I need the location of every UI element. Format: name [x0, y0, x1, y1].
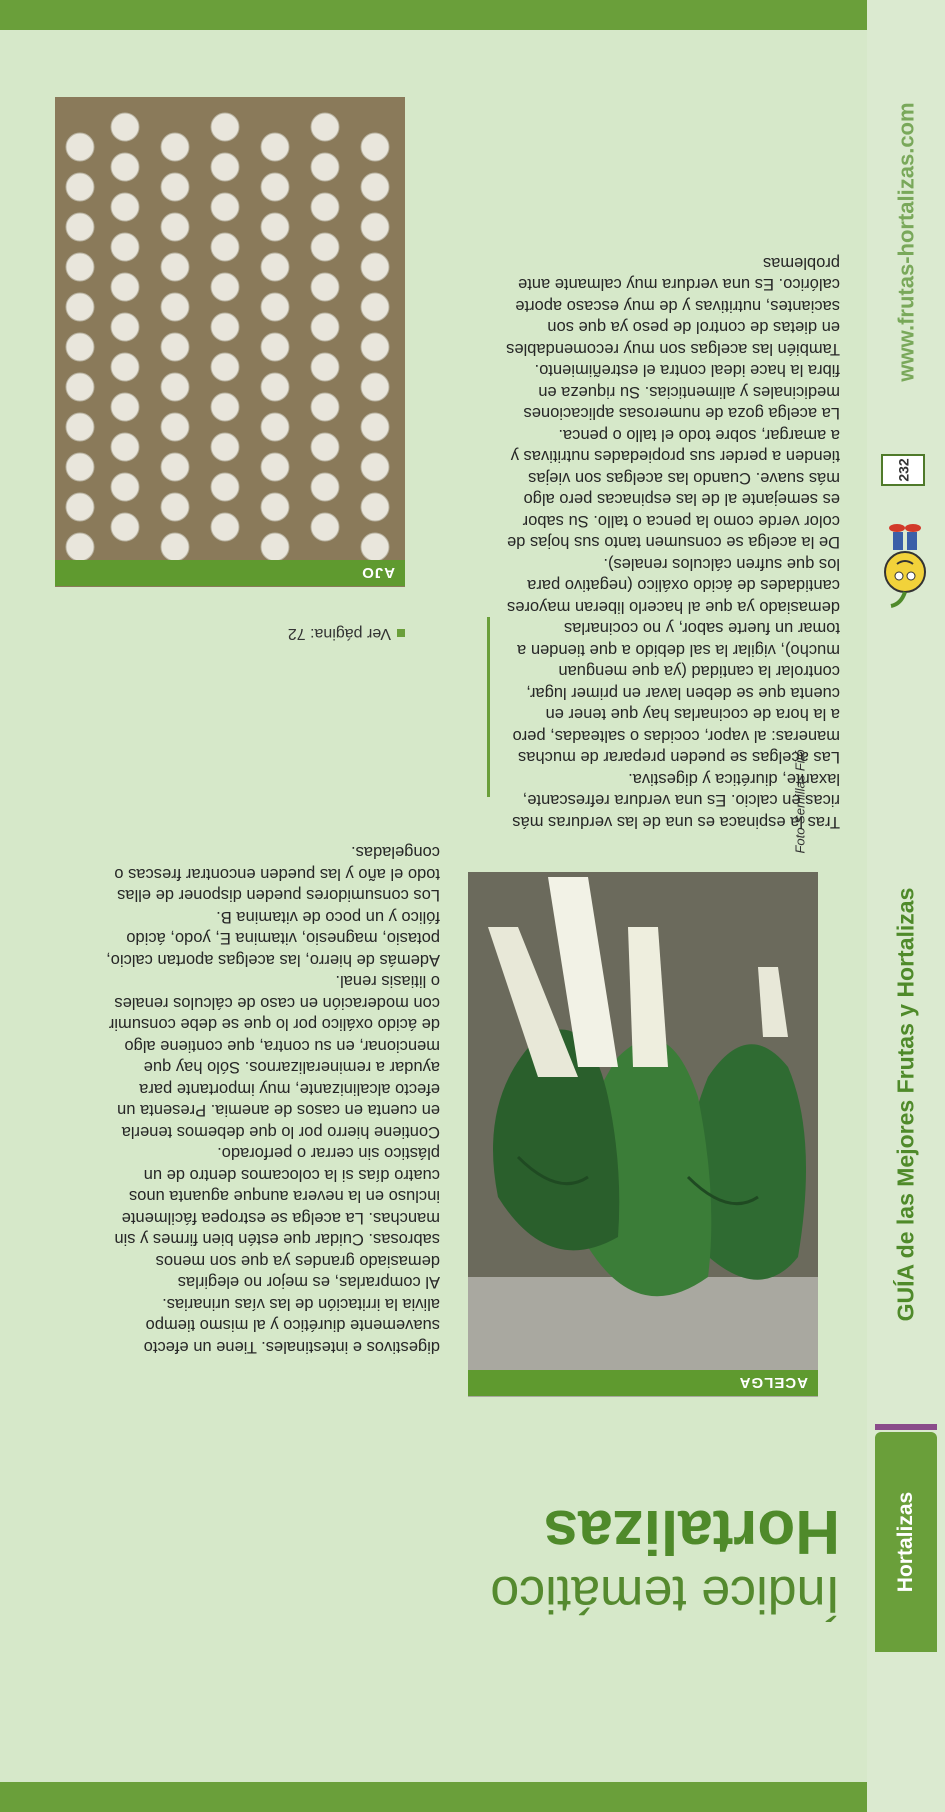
side-header [867, 0, 945, 1812]
paragraph: La acelga goza de numerosas aplicaciones medicinales y alimenticias. Su riqueza en fibra la hace ideal contra el estreñimiento. También las acelgas son muy recomendables en dietas de control de peso ya que son saciantes, nutritivas y de muy escaso aporte calórico. Es una verdura muy calmante ante problemas [506, 254, 840, 423]
acelga-photo-label: ACELGA [468, 1370, 818, 1396]
page-subtitle: Índice temático [490, 1565, 840, 1623]
text-column-left [504, 252, 840, 833]
bottom-stripe [0, 0, 867, 30]
column-rule [487, 617, 490, 797]
paragraph: Las acelgas se pueden preparar de muchas maneras: al vapor, cocidas o salteadas, pero a la hora de cocinarlas hay que tener en cuenta que se deben lavar en primer lugar, controlar la cantidad (ya que menguan mucho), vigilar la sal debido a que tienden a tomar un fuerte sabor, y no cocinarlas demasiado ya que al hacerlo liberan mayores cantidades de ácido oxálico (negativo para los que sufren cálculos renales). [507, 555, 840, 767]
section-tab-label: Hortalizas [894, 1491, 917, 1593]
section-tab[interactable] [875, 1432, 937, 1652]
page-number: 232 [881, 454, 925, 486]
text-column-right [104, 841, 440, 1357]
see-page-reference[interactable]: Ver página: 72 [55, 624, 405, 642]
mascot-icon [879, 512, 931, 612]
top-stripe [0, 1782, 867, 1812]
ajo-photo [55, 97, 405, 587]
guide-title-text: GUÍA de las Mejores Frutas y Hortalizas [892, 888, 919, 1322]
paragraph: Contiene hierro por lo que debemos tenerla en cuenta en casos de anemia. Presenta un efecto alcalinizante, muy importante para ayudar a remineralizarnos. Sólo hay que mencionar, en su contra, que contiene algo de ácido oxálico por lo que se debe consumir con moderación en caso de cálculos renales o litiasis renal. [108, 972, 440, 1141]
paragraph: Tras la espinaca es una de las verduras más ricas en calcio. Es una verdura refrescante, laxante, diurética y digestiva. [512, 770, 840, 831]
page-heading [240, 1496, 840, 1622]
paragraph: Al comprarlas, es mejor no elegirlas demasiado grandes ya que son menos sabrosas. Cuidar que estén bien firmes y sin manchas. La acelga se estropea fácilmente incluso en la nevera aunque aguanta unos cuatro días si la colocamos dentro de un plástico sin cerrar o perforado. [114, 1144, 440, 1292]
tab-divider [875, 1424, 937, 1430]
website-url[interactable]: www.frutas-hortalizas.com [893, 102, 918, 382]
paragraph: Además de hierro, las acelgas aportan calcio, potasio, magnesio, vitamina E, yodo, ácido fólico y un poco de vitamina B. [106, 908, 440, 969]
photo-credit: Foto Semillas Fitó [792, 749, 808, 855]
page-title: Hortalizas [543, 1497, 840, 1566]
acelga-photo [468, 872, 818, 1397]
guide-title [881, 790, 931, 1420]
paragraph: digestivos e intestinales. Tiene un efecto suavemente diurético y al mismo tiempo alivia la irritación de las vías urinarias. [143, 1295, 440, 1356]
bullet-icon [397, 629, 405, 637]
ajo-photo-label: AJO [55, 560, 405, 586]
paragraph: De la acelga se consumen tanto sus hojas de color verde como la penca o tallo. Su sabor es semejante al de las espinacas pero algo más suave. Cuando las acelgas son viejas tienden a perder sus propiedades nutritivas y a amargar, sobre todo el tallo o penca. [507, 426, 840, 552]
paragraph: Los consumidores pueden disponer de ellas todo el año y las pueden encontrar frescas o congeladas. [114, 843, 440, 905]
